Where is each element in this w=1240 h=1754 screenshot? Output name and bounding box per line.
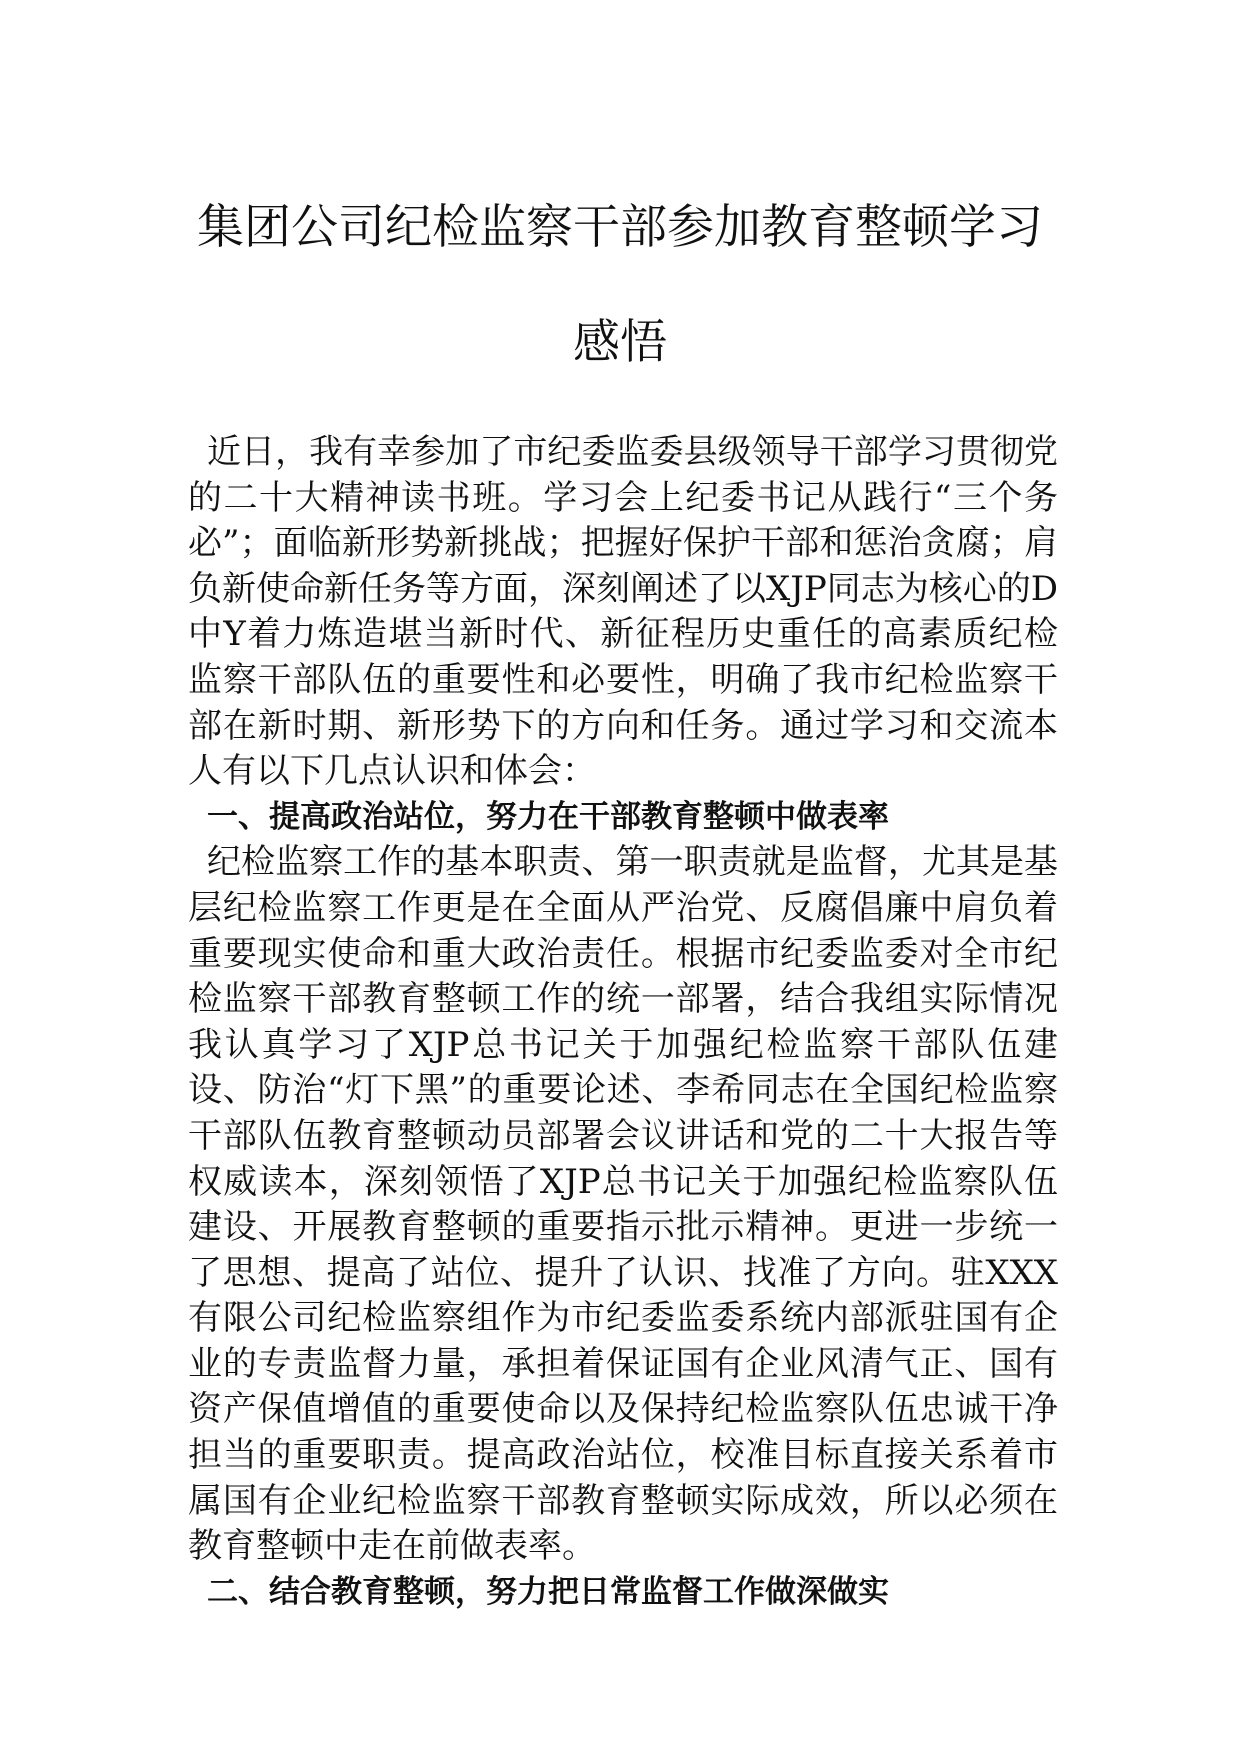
section-heading-1: 一、提高政治站位，努力在干部教育整顿中做表率: [207, 798, 889, 835]
section-heading-2: 二、结合教育整顿，努力把日常监督工作做深做实: [207, 1573, 889, 1610]
document-title-line-1: 集团公司纪检监察干部参加教育整顿学习: [197, 200, 1043, 255]
document-body: [188, 430, 1058, 1615]
paragraph-intro: 近日，我有幸参加了市纪委监委县级领导干部学习贯彻党的二十大精神读书班。学习会上纪委书记从践行“三个务必”；面临新形势新挑战；把握好保护干部和惩治贪腐；肩负新使命新任务等方面，深刻阐述了以XJP同志为核心的D中Y着力炼造堪当新时代、新征程历史重任的高素质纪检监察干部队伍的重要性和必要性，明确了我市纪检监察干部在新时期、新形势下的方向和任务。通过学习和交流本人有以下几点认识和体会：: [188, 432, 1058, 792]
paragraph-section-1: 纪检监察工作的基本职责、第一职责就是监督，尤其是基层纪检监察工作更是在全面从严治党、反腐倡廉中肩负着重要现实使命和重大政治责任。根据市纪委监委对全市纪检监察干部教育整顿工作的统一部署，结合我组实际情况我认真学习了XJP总书记关于加强纪检监察干部队伍建设、防治“灯下黑”的重要论述、李希同志在全国纪检监察干部队伍教育整顿动员部署会议讲话和党的二十大报告等权威读本，深刻领悟了XJP总书记关于加强纪检监察队伍建设、开展教育整顿的重要指示批示精神。更进一步统一了思想、提高了站位、提升了认识、找准了方向。驻XXX有限公司纪检监察组作为市纪委监委系统内部派驻国有企业的专责监督力量，承担着保证国有企业风清气正、国有资产保值增值的重要使命以及保持纪检监察队伍忠诚干净担当的重要职责。提高政治站位，校准目标直接关系着市属国有企业纪检监察干部教育整顿实际成效，所以必须在教育整顿中走在前做表率。: [188, 842, 1058, 1567]
document-title-line-2: 感悟: [573, 315, 667, 370]
